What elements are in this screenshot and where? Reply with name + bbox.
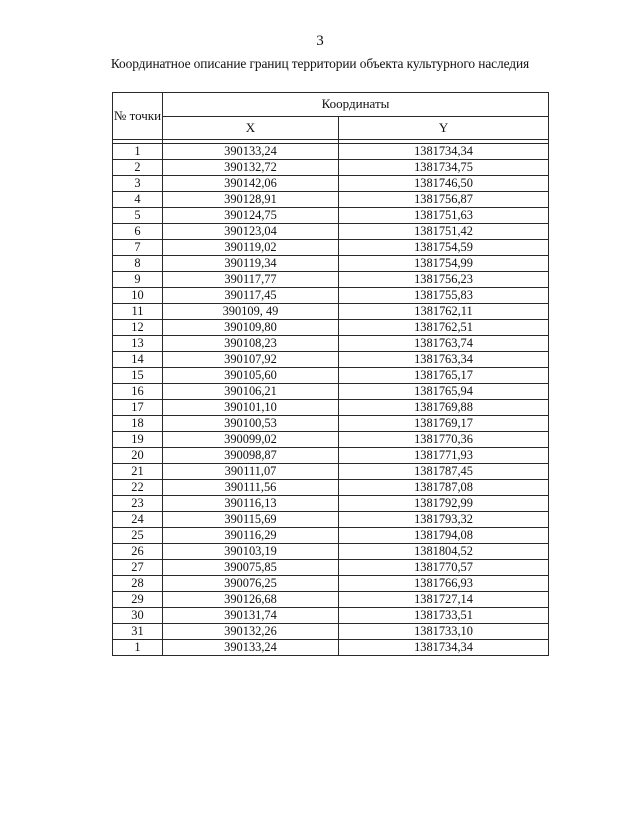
x-coordinate-cell: 390142,06	[163, 176, 339, 192]
table-row	[113, 448, 549, 464]
x-coordinate-cell: 390132,72	[163, 160, 339, 176]
y-coordinate-cell: 1381751,63	[339, 208, 549, 224]
point-number-cell: 28	[113, 576, 163, 592]
table-row	[113, 336, 549, 352]
x-coordinate-cell: 390116,29	[163, 528, 339, 544]
point-number-cell: 26	[113, 544, 163, 560]
point-number-cell: 4	[113, 192, 163, 208]
x-coordinate-cell: 390128,91	[163, 192, 339, 208]
table-row	[113, 192, 549, 208]
x-coordinate-cell: 390132,26	[163, 624, 339, 640]
x-coordinate-cell: 390133,24	[163, 144, 339, 160]
y-coordinate-cell: 1381733,51	[339, 608, 549, 624]
x-coordinate-cell: 390126,68	[163, 592, 339, 608]
x-coordinate-cell: 390119,02	[163, 240, 339, 256]
x-coordinate-cell: 390076,25	[163, 576, 339, 592]
table-row	[113, 352, 549, 368]
point-number-cell: 22	[113, 480, 163, 496]
point-number-cell: 25	[113, 528, 163, 544]
x-coordinate-cell: 390119,34	[163, 256, 339, 272]
x-coordinate-cell: 390111,07	[163, 464, 339, 480]
x-coordinate-cell: 390106,21	[163, 384, 339, 400]
table-row	[113, 320, 549, 336]
y-coordinate-cell: 1381733,10	[339, 624, 549, 640]
y-coordinate-cell: 1381769,17	[339, 416, 549, 432]
table-row	[113, 256, 549, 272]
point-number-cell: 30	[113, 608, 163, 624]
table-row	[113, 224, 549, 240]
point-number-cell: 20	[113, 448, 163, 464]
x-coordinate-cell: 390103,19	[163, 544, 339, 560]
point-number-cell: 15	[113, 368, 163, 384]
y-coordinate-cell: 1381754,59	[339, 240, 549, 256]
table-row	[113, 576, 549, 592]
point-number-cell: 6	[113, 224, 163, 240]
x-coordinate-cell: 390133,24	[163, 640, 339, 656]
x-coordinate-cell: 390116,13	[163, 496, 339, 512]
table-row	[113, 624, 549, 640]
point-number-cell: 23	[113, 496, 163, 512]
point-number-cell: 31	[113, 624, 163, 640]
y-coordinate-cell: 1381756,87	[339, 192, 549, 208]
document-title: Координатное описание границ территории объекта культурного наследия	[110, 56, 530, 71]
point-number-cell: 17	[113, 400, 163, 416]
table-row	[113, 432, 549, 448]
y-coordinate-cell: 1381756,23	[339, 272, 549, 288]
table-row	[113, 544, 549, 560]
y-coordinate-cell: 1381770,57	[339, 560, 549, 576]
x-coordinate-cell: 390100,53	[163, 416, 339, 432]
y-coordinate-cell: 1381769,88	[339, 400, 549, 416]
y-coordinate-cell: 1381765,94	[339, 384, 549, 400]
y-coordinate-cell: 1381771,93	[339, 448, 549, 464]
x-coordinate-cell: 390131,74	[163, 608, 339, 624]
y-coordinate-cell: 1381751,42	[339, 224, 549, 240]
table-row	[113, 304, 549, 320]
x-coordinate-cell: 390124,75	[163, 208, 339, 224]
y-coordinate-cell: 1381734,34	[339, 640, 549, 656]
y-coordinate-cell: 1381765,17	[339, 368, 549, 384]
y-coordinate-cell: 1381793,32	[339, 512, 549, 528]
table-row	[113, 480, 549, 496]
table-row	[113, 560, 549, 576]
x-coordinate-cell: 390109,80	[163, 320, 339, 336]
y-coordinate-cell: 1381762,11	[339, 304, 549, 320]
y-coordinate-cell: 1381794,08	[339, 528, 549, 544]
point-number-cell: 1	[113, 640, 163, 656]
y-coordinate-cell: 1381766,93	[339, 576, 549, 592]
y-coordinate-cell: 1381755,83	[339, 288, 549, 304]
x-coordinate-cell: 390098,87	[163, 448, 339, 464]
table-row	[113, 288, 549, 304]
x-coordinate-cell: 390075,85	[163, 560, 339, 576]
point-number-cell: 27	[113, 560, 163, 576]
point-number-cell: 3	[113, 176, 163, 192]
header-y: Y	[339, 116, 549, 140]
coordinates-table	[112, 92, 549, 656]
table-row	[113, 144, 549, 160]
y-coordinate-cell: 1381792,99	[339, 496, 549, 512]
table-row	[113, 240, 549, 256]
table-row	[113, 400, 549, 416]
point-number-cell: 8	[113, 256, 163, 272]
point-number-cell: 13	[113, 336, 163, 352]
table-body	[113, 144, 549, 656]
x-coordinate-cell: 390115,69	[163, 512, 339, 528]
y-coordinate-cell: 1381787,45	[339, 464, 549, 480]
table-row	[113, 512, 549, 528]
y-coordinate-cell: 1381804,52	[339, 544, 549, 560]
table-row	[113, 176, 549, 192]
x-coordinate-cell: 390117,77	[163, 272, 339, 288]
y-coordinate-cell: 1381763,74	[339, 336, 549, 352]
x-coordinate-cell: 390109, 49	[163, 304, 339, 320]
point-number-cell: 9	[113, 272, 163, 288]
y-coordinate-cell: 1381727,14	[339, 592, 549, 608]
x-coordinate-cell: 390117,45	[163, 288, 339, 304]
table-row	[113, 464, 549, 480]
header-x: X	[163, 116, 339, 140]
point-number-cell: 24	[113, 512, 163, 528]
point-number-cell: 21	[113, 464, 163, 480]
table-row	[113, 416, 549, 432]
point-number-cell: 16	[113, 384, 163, 400]
header-point-number: № точки	[113, 93, 163, 140]
y-coordinate-cell: 1381734,34	[339, 144, 549, 160]
table-row	[113, 528, 549, 544]
x-coordinate-cell: 390123,04	[163, 224, 339, 240]
point-number-cell: 14	[113, 352, 163, 368]
table-row	[113, 640, 549, 656]
y-coordinate-cell: 1381763,34	[339, 352, 549, 368]
point-number-cell: 18	[113, 416, 163, 432]
x-coordinate-cell: 390101,10	[163, 400, 339, 416]
point-number-cell: 19	[113, 432, 163, 448]
page-number: 3	[316, 33, 324, 49]
table-row	[113, 208, 549, 224]
point-number-cell: 10	[113, 288, 163, 304]
point-number-cell: 2	[113, 160, 163, 176]
table-row	[113, 160, 549, 176]
table-row	[113, 592, 549, 608]
y-coordinate-cell: 1381734,75	[339, 160, 549, 176]
point-number-cell: 1	[113, 144, 163, 160]
x-coordinate-cell: 390107,92	[163, 352, 339, 368]
x-coordinate-cell: 390105,60	[163, 368, 339, 384]
y-coordinate-cell: 1381762,51	[339, 320, 549, 336]
table-row	[113, 608, 549, 624]
point-number-cell: 5	[113, 208, 163, 224]
point-number-cell: 11	[113, 304, 163, 320]
table-row	[113, 368, 549, 384]
point-number-cell: 12	[113, 320, 163, 336]
y-coordinate-cell: 1381746,50	[339, 176, 549, 192]
y-coordinate-cell: 1381787,08	[339, 480, 549, 496]
table-row	[113, 384, 549, 400]
point-number-cell: 7	[113, 240, 163, 256]
x-coordinate-cell: 390099,02	[163, 432, 339, 448]
x-coordinate-cell: 390111,56	[163, 480, 339, 496]
y-coordinate-cell: 1381754,99	[339, 256, 549, 272]
y-coordinate-cell: 1381770,36	[339, 432, 549, 448]
point-number-cell: 29	[113, 592, 163, 608]
table-row	[113, 272, 549, 288]
header-coordinates: Координаты	[163, 93, 549, 117]
table-row	[113, 496, 549, 512]
x-coordinate-cell: 390108,23	[163, 336, 339, 352]
